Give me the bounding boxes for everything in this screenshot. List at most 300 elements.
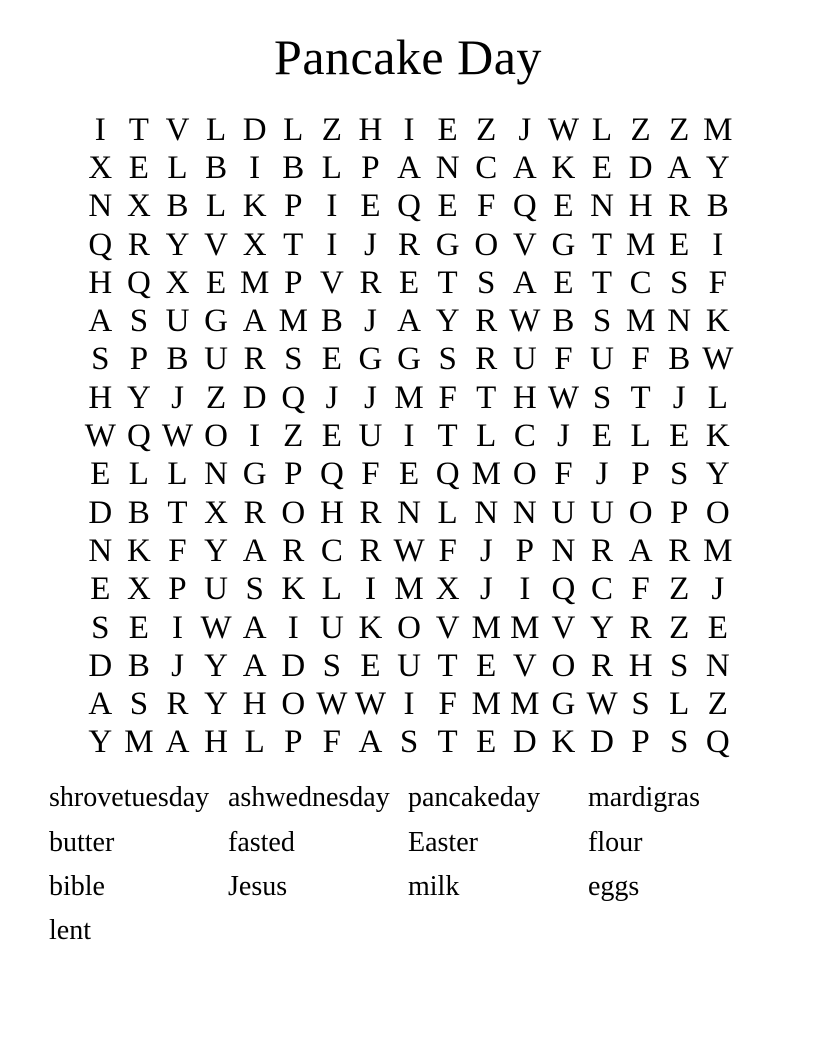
grid-letter: M (394, 379, 424, 416)
word-list-item: milk (408, 870, 460, 902)
grid-letter: J (364, 226, 377, 263)
grid-letter: D (88, 647, 113, 684)
grid-letter: R (475, 341, 498, 378)
grid-letter: E (205, 264, 227, 301)
grid-letter: M (625, 226, 656, 263)
grid-letter: S (129, 303, 149, 340)
grid-letter: R (127, 226, 150, 263)
grid-letter: S (592, 303, 612, 340)
grid-letter: E (360, 647, 381, 684)
grid-letter: E (669, 226, 690, 263)
grid-letter: W (586, 686, 618, 723)
grid-letter: T (283, 226, 304, 263)
grid-letter: V (204, 226, 228, 263)
grid-letter: P (284, 264, 303, 301)
grid-letter: A (628, 532, 653, 569)
grid-letter: V (165, 111, 190, 148)
grid-letter: W (161, 418, 194, 455)
grid-letter: R (166, 686, 189, 723)
grid-letter: Z (205, 379, 227, 416)
grid-letter: W (316, 686, 348, 723)
grid-letter: N (705, 647, 730, 684)
grid-letter: W (702, 341, 734, 378)
grid-letter: S (322, 647, 342, 684)
grid-letter: Z (707, 686, 728, 723)
grid-letter: S (670, 456, 689, 493)
grid-letter: E (90, 456, 111, 493)
grid-letter: E (553, 188, 574, 225)
grid-letter: Z (321, 111, 342, 148)
grid-letter: V (435, 609, 460, 646)
grid-letter: X (88, 149, 113, 186)
grid-letter: N (474, 494, 499, 531)
grid-letter: F (708, 264, 727, 301)
grid-letter: O (628, 494, 653, 531)
grid-letter: S (245, 571, 264, 608)
grid-letter: I (171, 609, 183, 646)
grid-letter: R (591, 647, 614, 684)
grid-letter: R (475, 303, 498, 340)
grid-letter: V (551, 609, 576, 646)
grid-letter: I (94, 111, 106, 148)
grid-letter: B (706, 188, 729, 225)
grid-letter: U (397, 647, 421, 684)
grid-letter: E (669, 418, 690, 455)
grid-letter: N (590, 188, 614, 225)
grid-letter: T (437, 264, 458, 301)
grid-letter: U (204, 571, 228, 608)
grid-letter: E (437, 188, 458, 225)
grid-letter: T (128, 111, 149, 148)
grid-letter: P (129, 341, 149, 378)
grid-letter: Z (669, 571, 690, 608)
word-list-item: lent (49, 915, 91, 947)
grid-letter: J (672, 379, 686, 416)
grid-letter: G (204, 303, 228, 340)
grid-letter: B (552, 303, 575, 340)
grid-letter: N (88, 532, 113, 569)
grid-letter: G (242, 456, 267, 493)
grid-letter: E (476, 724, 497, 761)
grid-letter: D (88, 494, 113, 531)
grid-letter: K (126, 532, 151, 569)
grid-letter: S (129, 686, 149, 723)
grid-letter: O (705, 494, 730, 531)
word-list-item: mardigras (588, 782, 700, 814)
grid-letter: R (359, 532, 382, 569)
grid-letter: Y (88, 724, 113, 761)
grid-letter: S (670, 264, 689, 301)
grid-letter: A (397, 149, 421, 186)
grid-letter: A (397, 303, 421, 340)
grid-letter: W (200, 609, 232, 646)
grid-letter: B (282, 149, 305, 186)
grid-letter: J (557, 418, 570, 455)
grid-letter: E (321, 341, 342, 378)
grid-letter: W (354, 686, 387, 723)
grid-letter: U (204, 341, 228, 378)
grid-letter: J (711, 571, 725, 608)
grid-letter: W (547, 379, 579, 416)
grid-letter: B (127, 494, 150, 531)
grid-letter: U (590, 494, 614, 531)
grid-letter: A (667, 149, 692, 186)
grid-letter: O (281, 686, 306, 723)
grid-letter: L (321, 149, 342, 186)
grid-letter: Y (705, 456, 730, 493)
word-list-item: fasted (228, 826, 295, 858)
grid-letter: H (319, 494, 344, 531)
grid-letter: C (629, 264, 652, 301)
grid-letter: R (629, 609, 652, 646)
grid-letter: K (705, 303, 730, 340)
grid-letter: F (631, 571, 650, 608)
grid-letter: U (551, 494, 576, 531)
grid-letter: E (707, 609, 728, 646)
grid-letter: C (591, 571, 614, 608)
grid-letter: N (435, 149, 460, 186)
grid-letter: C (320, 532, 343, 569)
word-list-item: flour (588, 826, 643, 858)
grid-letter: C (513, 418, 536, 455)
grid-letter: F (438, 686, 457, 723)
grid-letter: U (165, 303, 190, 340)
grid-letter: A (512, 149, 537, 186)
grid-letter: Z (669, 111, 690, 148)
grid-letter: P (284, 188, 303, 225)
grid-letter: I (403, 111, 415, 148)
grid-letter: A (242, 647, 267, 684)
grid-letter: I (326, 188, 338, 225)
word-list-item: pancakeday (408, 782, 541, 814)
grid-letter: R (282, 532, 305, 569)
grid-letter: R (398, 226, 421, 263)
grid-letter: M (471, 609, 501, 646)
grid-letter: L (167, 456, 188, 493)
grid-letter: S (91, 341, 110, 378)
grid-letter: J (171, 379, 184, 416)
grid-letter: W (547, 111, 579, 148)
grid-letter: E (437, 111, 458, 148)
grid-letter: N (88, 188, 113, 225)
grid-letter: Y (435, 303, 460, 340)
grid-letter: Y (204, 647, 228, 684)
grid-letter: Y (705, 149, 730, 186)
grid-letter: U (512, 341, 537, 378)
grid-letter: F (554, 341, 573, 378)
word-list-item: Jesus (228, 870, 288, 902)
grid-letter: D (242, 111, 267, 148)
grid-letter: C (475, 149, 498, 186)
grid-letter: S (670, 647, 689, 684)
grid-letter: D (590, 724, 614, 761)
grid-letter: W (509, 303, 541, 340)
grid-letter: O (281, 494, 306, 531)
grid-letter: O (474, 226, 499, 263)
grid-letter: E (591, 149, 613, 186)
grid-letter: O (397, 609, 421, 646)
grid-letter: F (168, 532, 187, 569)
grid-letter: H (204, 724, 228, 761)
page-title: Pancake Day (274, 29, 542, 85)
grid-letter: I (249, 418, 261, 455)
grid-letter: R (359, 494, 382, 531)
grid-letter: T (167, 494, 188, 531)
grid-letter: I (364, 571, 376, 608)
grid-letter: Q (126, 264, 151, 301)
grid-letter: I (249, 149, 261, 186)
grid-letter: V (512, 226, 537, 263)
grid-letter: J (595, 456, 609, 493)
grid-letter: B (205, 149, 228, 186)
grid-letter: E (128, 609, 149, 646)
grid-letter: M (278, 303, 308, 340)
grid-letter: D (628, 149, 653, 186)
grid-letter: F (361, 456, 380, 493)
grid-letter: N (204, 456, 228, 493)
grid-letter: H (628, 188, 653, 225)
grid-letter: A (165, 724, 190, 761)
word-list (49, 776, 768, 954)
grid-letter: U (319, 609, 344, 646)
grid-letter: S (670, 724, 689, 761)
grid-letter: G (551, 686, 576, 723)
grid-letter: L (707, 379, 728, 416)
grid-letter: G (397, 341, 421, 378)
grid-letter: X (435, 571, 460, 608)
grid-letter: M (394, 571, 424, 608)
grid-letter: M (240, 264, 270, 301)
grid-letter: F (322, 724, 342, 761)
grid-letter: H (358, 111, 383, 148)
grid-letter: S (592, 379, 612, 416)
grid-letter: H (242, 686, 267, 723)
grid-letter: E (128, 149, 149, 186)
grid-letter: V (512, 647, 537, 684)
grid-letter: T (591, 226, 613, 263)
grid-letter: G (358, 341, 383, 378)
grid-letter: H (512, 379, 537, 416)
grid-letter: U (590, 341, 614, 378)
grid-letter: Z (630, 111, 651, 148)
grid-letter: D (242, 379, 267, 416)
word-list-item: ashwednesday (228, 782, 390, 814)
grid-letter: I (403, 686, 415, 723)
grid-letter: S (438, 341, 457, 378)
grid-letter: T (591, 264, 613, 301)
grid-letter: F (631, 341, 650, 378)
word-list-item: shrovetuesday (49, 782, 210, 814)
grid-letter: J (364, 379, 377, 416)
grid-letter: M (124, 724, 154, 761)
grid-letter: J (479, 571, 493, 608)
grid-letter: Y (204, 686, 228, 723)
grid-letter: I (403, 418, 415, 455)
grid-letter: R (359, 264, 382, 301)
grid-letter: E (591, 418, 613, 455)
grid-letter: E (360, 188, 381, 225)
grid-letter: E (553, 264, 574, 301)
grid-letter: M (510, 609, 540, 646)
grid-letter: S (631, 686, 650, 723)
grid-letter: T (630, 379, 651, 416)
grid-letter: M (471, 456, 501, 493)
grid-letter: W (393, 532, 425, 569)
grid-letter: J (479, 532, 493, 569)
grid-letter: K (705, 418, 730, 455)
grid-letter: R (243, 341, 266, 378)
grid-letter: A (242, 609, 267, 646)
grid-letter: L (321, 571, 342, 608)
grid-letter: P (631, 456, 650, 493)
grid-letter: G (551, 226, 576, 263)
grid-letter: B (166, 188, 189, 225)
grid-letter: Q (551, 571, 576, 608)
grid-letter: M (703, 111, 733, 148)
grid-letter: L (283, 111, 304, 148)
word-list-item: eggs (588, 870, 640, 902)
grid-letter: L (205, 111, 227, 148)
grid-letter: P (284, 724, 303, 761)
grid-letter: Q (281, 379, 306, 416)
grid-letter: R (668, 188, 691, 225)
grid-letter: B (166, 341, 189, 378)
grid-letter: Q (319, 456, 344, 493)
grid-letter: O (551, 647, 576, 684)
grid-letter: T (476, 379, 497, 416)
grid-letter: S (91, 609, 110, 646)
grid-letter: Y (126, 379, 151, 416)
grid-letter: R (243, 494, 266, 531)
grid-letter: G (435, 226, 460, 263)
grid-letter: U (358, 418, 383, 455)
grid-letter: L (244, 724, 265, 761)
grid-letter: I (712, 226, 724, 263)
grid-letter: F (438, 532, 457, 569)
grid-letter: L (205, 188, 227, 225)
grid-letter: P (631, 724, 650, 761)
grid-letter: Z (669, 609, 690, 646)
word-list-item: bible (49, 870, 105, 902)
grid-letter: P (670, 494, 689, 531)
grid-letter: L (630, 418, 651, 455)
grid-letter: X (204, 494, 228, 531)
grid-letter: Z (476, 111, 497, 148)
grid-letter: H (88, 379, 113, 416)
grid-letter: Y (590, 609, 614, 646)
grid-letter: R (668, 532, 691, 569)
grid-letter: R (591, 532, 614, 569)
grid-letter: Y (204, 532, 228, 569)
grid-letter: E (398, 264, 420, 301)
grid-letter: E (476, 647, 497, 684)
grid-letter: D (512, 724, 537, 761)
grid-letter: S (284, 341, 303, 378)
word-search-grid (81, 111, 737, 762)
grid-letter: P (361, 149, 380, 186)
grid-letter: N (551, 532, 576, 569)
grid-letter: P (168, 571, 187, 608)
grid-letter: Q (512, 188, 537, 225)
grid-letter: Q (397, 188, 421, 225)
grid-letter: Q (126, 418, 151, 455)
grid-letter: O (512, 456, 537, 493)
grid-letter: L (591, 111, 613, 148)
grid-letter: M (471, 686, 501, 723)
grid-letter: P (284, 456, 303, 493)
grid-letter: M (703, 532, 733, 569)
grid-letter: K (281, 571, 306, 608)
grid-letter: Z (283, 418, 304, 455)
grid-letter: J (325, 379, 339, 416)
grid-letter: A (242, 303, 267, 340)
grid-letter: J (364, 303, 377, 340)
word-list-item: Easter (408, 826, 478, 858)
grid-letter: Q (435, 456, 460, 493)
grid-letter: B (320, 303, 343, 340)
grid-letter: A (242, 532, 267, 569)
grid-letter: T (437, 724, 458, 761)
grid-letter: H (88, 264, 113, 301)
grid-letter: F (477, 188, 496, 225)
grid-letter: J (171, 647, 184, 684)
grid-letter: I (326, 226, 338, 263)
grid-letter: A (88, 686, 113, 723)
grid-letter: I (519, 571, 531, 608)
grid-letter: B (668, 341, 691, 378)
grid-letter: D (281, 647, 306, 684)
grid-letter: F (438, 379, 457, 416)
grid-letter: L (437, 494, 458, 531)
grid-letter: L (167, 149, 188, 186)
grid-letter: S (399, 724, 419, 761)
grid-letter: T (437, 647, 458, 684)
grid-letter: X (242, 226, 267, 263)
grid-letter: A (358, 724, 383, 761)
grid-letter: Q (88, 226, 113, 263)
grid-letter: I (287, 609, 299, 646)
grid-letter: M (625, 303, 656, 340)
grid-letter: H (628, 647, 653, 684)
grid-letter: E (90, 571, 111, 608)
grid-letter: K (358, 609, 383, 646)
grid-letter: A (512, 264, 537, 301)
grid-letter: O (204, 418, 228, 455)
grid-letter: M (510, 686, 540, 723)
grid-letter: Y (165, 226, 190, 263)
grid-letter: X (126, 188, 151, 225)
grid-letter: K (551, 724, 576, 761)
grid-letter: K (242, 188, 267, 225)
grid-letter: N (397, 494, 421, 531)
grid-letter: T (437, 418, 458, 455)
grid-letter: A (88, 303, 113, 340)
grid-letter: L (669, 686, 690, 723)
grid-letter: P (515, 532, 534, 569)
grid-letter: B (127, 647, 150, 684)
grid-letter: W (84, 418, 116, 455)
grid-letter: Q (705, 724, 730, 761)
grid-letter: J (518, 111, 532, 148)
grid-letter: F (554, 456, 573, 493)
grid-letter: E (398, 456, 420, 493)
word-list-item: butter (49, 826, 115, 858)
grid-letter: K (551, 149, 576, 186)
grid-letter: L (476, 418, 497, 455)
grid-letter: N (512, 494, 537, 531)
grid-letter: E (321, 418, 342, 455)
grid-letter: L (128, 456, 149, 493)
